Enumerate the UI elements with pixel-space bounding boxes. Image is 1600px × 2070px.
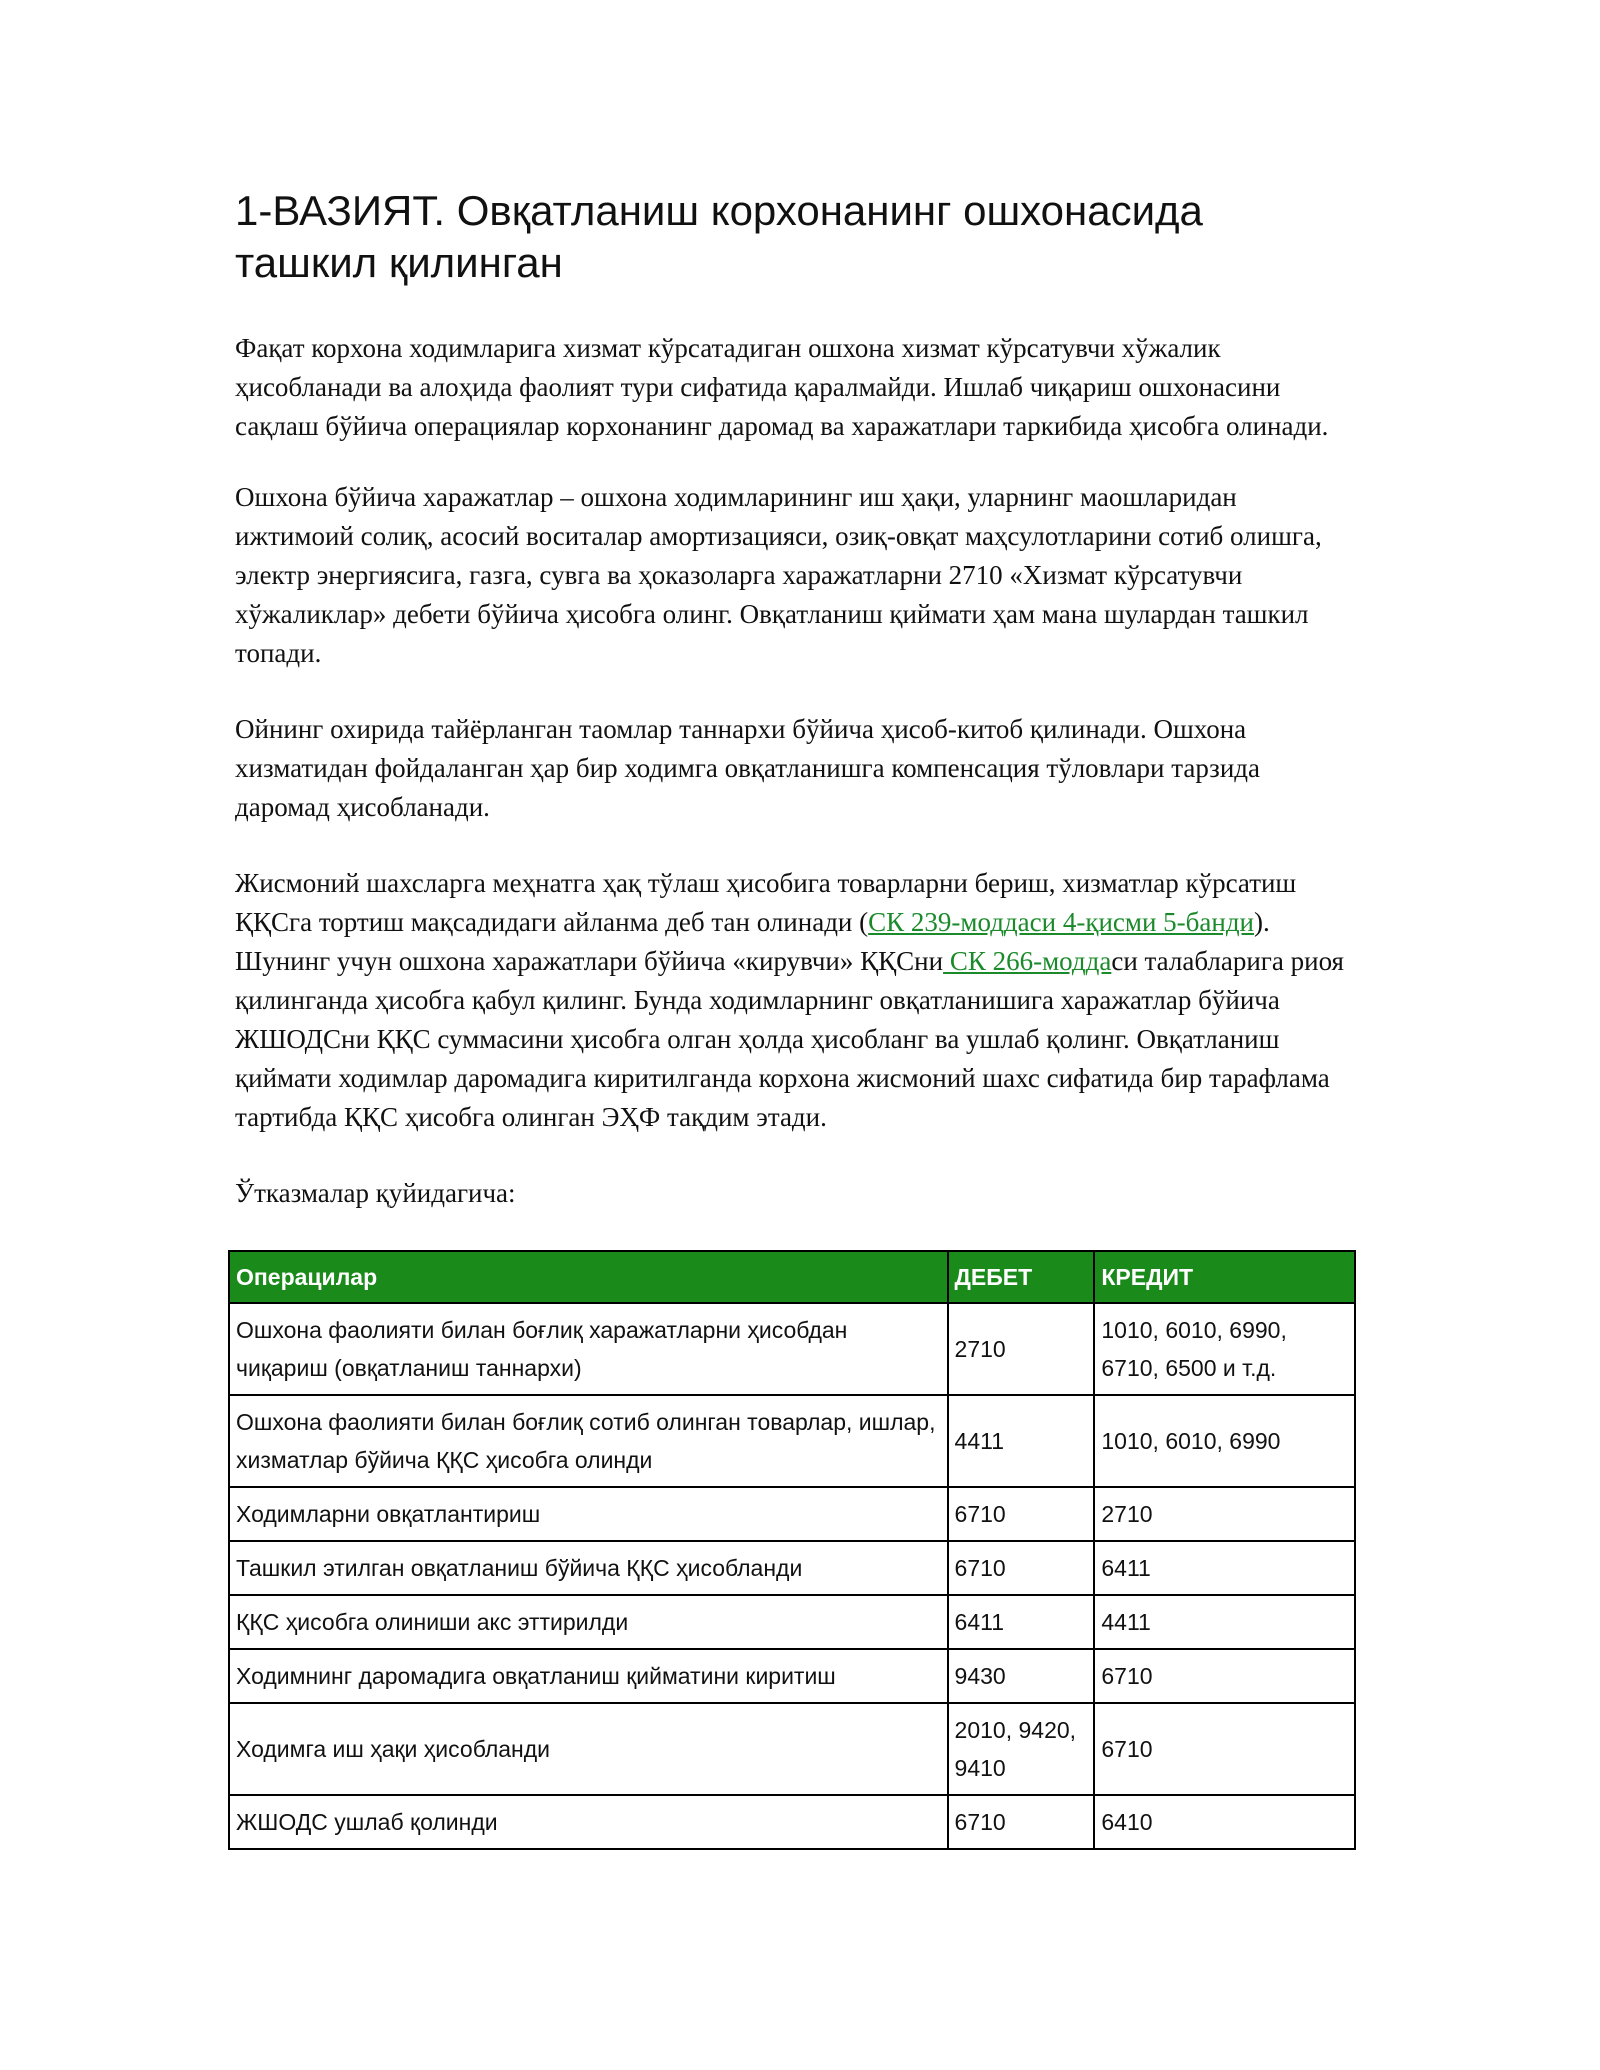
debit-cell: 2710 (948, 1303, 1095, 1395)
tax-code-239-link[interactable]: СК 239-моддаси 4-қисми 5-банди (868, 907, 1255, 937)
table-header-row (229, 1251, 1355, 1303)
debit-cell: 2010, 9420, 9410 (948, 1703, 1095, 1795)
header-debit: ДЕБЕТ (948, 1251, 1095, 1303)
table-row (229, 1703, 1355, 1795)
table-row (229, 1795, 1355, 1849)
debit-cell: 4411 (948, 1395, 1095, 1487)
tax-code-266-link[interactable]: СК 266-модда (943, 946, 1112, 976)
table-row (229, 1649, 1355, 1703)
operation-cell: Ташкил этилган овқатланиш бўйича ҚҚС ҳисобланди (229, 1541, 948, 1595)
paragraph-4-part-1: Жисмоний шахсларга меҳнатга ҳақ тўлаш ҳисобига товарларни бериш, хизматлар кўрсатиш ҚҚСга тортиш мақсадидаги айланма деб тан олинади ( (235, 868, 1297, 937)
page-title: 1-ВАЗИЯТ. Овқатланиш корхонанинг ошхонасида ташкил қилинган (235, 187, 1203, 286)
table-row (229, 1395, 1355, 1487)
paragraph-5: Ўтказмалар қуйидагича: (235, 1178, 516, 1208)
operation-cell: Ходимга иш ҳақи ҳисобланди (229, 1703, 948, 1795)
credit-cell: 1010, 6010, 6990, 6710, 6500 и т.д. (1094, 1303, 1355, 1395)
credit-cell: 6410 (1094, 1795, 1355, 1849)
operation-cell: Ходимнинг даромадига овқатланиш қийматини киритиш (229, 1649, 948, 1703)
credit-cell: 2710 (1094, 1487, 1355, 1541)
credit-cell: 4411 (1094, 1595, 1355, 1649)
paragraph-2: Ошхона бўйича харажатлар – ошхона ходимларининг иш ҳақи, уларнинг маошларидан ижтимоий солиқ, асосий воситалар амортизацияси, озиқ-овқат маҳсулотларини сотиб олишга, электр энергиясига, газга, сувга ва ҳоказоларга харажатларни 2710 «Хизмат кўрсатувчи хўжаликлар» дебети бўйича ҳисобга олинг. Овқатланиш қиймати ҳам мана шулардан ташкил топади. (235, 482, 1322, 668)
table-row (229, 1595, 1355, 1649)
operation-cell: ҚҚС ҳисобга олиниши акс эттирилди (229, 1595, 948, 1649)
credit-cell: 6710 (1094, 1649, 1355, 1703)
paragraph-1: Фақат корхона ходимларига хизмат кўрсатадиган ошхона хизмат кўрсатувчи хўжалик ҳисобланади ва алоҳида фаолият тури сифатида қаралмайди. Ишлаб чиқариш ошхонасини сақлаш бўйича операциялар корхонанинг даромад ва харажатлари таркибида ҳисобга олинади. (235, 333, 1329, 441)
header-credit: КРЕДИТ (1094, 1251, 1355, 1303)
paragraph-4 (235, 864, 1355, 1137)
operation-cell: ЖШОДС ушлаб қолинди (229, 1795, 948, 1849)
operation-cell: Ошхона фаолияти билан боғлиқ сотиб олинган товарлар, ишлар, хизматлар бўйича ҚҚС ҳисобга олинди (229, 1395, 948, 1487)
table-row (229, 1487, 1355, 1541)
debit-cell: 6710 (948, 1795, 1095, 1849)
operation-cell: Ходимларни овқатлантириш (229, 1487, 948, 1541)
debit-cell: 6411 (948, 1595, 1095, 1649)
paragraph-4-part-2: ). Шунинг учун ошхона харажатлари бўйича «кирувчи» ҚҚСни (235, 907, 1270, 976)
debit-cell: 6710 (948, 1541, 1095, 1595)
table-row (229, 1541, 1355, 1595)
document-page (235, 185, 1355, 1850)
table-row (229, 1303, 1355, 1395)
header-operations: Операцилар (229, 1251, 948, 1303)
paragraph-3: Ойнинг охирида тайёрланган таомлар таннархи бўйича ҳисоб-китоб қилинади. Ошхона хизматидан фойдаланган ҳар бир ходимга овқатланишга компенсация тўловлари тарзида даромад ҳисобланади. (235, 714, 1260, 822)
paragraph-4-part-3: си талабларига риоя қилинганда ҳисобга қабул қилинг. Бунда ходимларнинг овқатланишига харажатлар бўйича ЖШОДСни ҚҚС суммасини ҳисобга олган ҳолда ҳисобланг ва ушлаб қолинг. Овқатланиш қиймати ходимлар даромадига киритилганда корхона жисмоний шахс сифатида бир тарафлама тартибда ҚҚС ҳисобга олинган ЭҲФ тақдим этади. (235, 946, 1344, 1132)
credit-cell: 1010, 6010, 6990 (1094, 1395, 1355, 1487)
operation-cell: Ошхона фаолияти билан боғлиқ харажатларни ҳисобдан чиқариш (овқатланиш таннархи) (229, 1303, 948, 1395)
credit-cell: 6411 (1094, 1541, 1355, 1595)
entries-table (228, 1250, 1356, 1850)
debit-cell: 9430 (948, 1649, 1095, 1703)
debit-cell: 6710 (948, 1487, 1095, 1541)
credit-cell: 6710 (1094, 1703, 1355, 1795)
